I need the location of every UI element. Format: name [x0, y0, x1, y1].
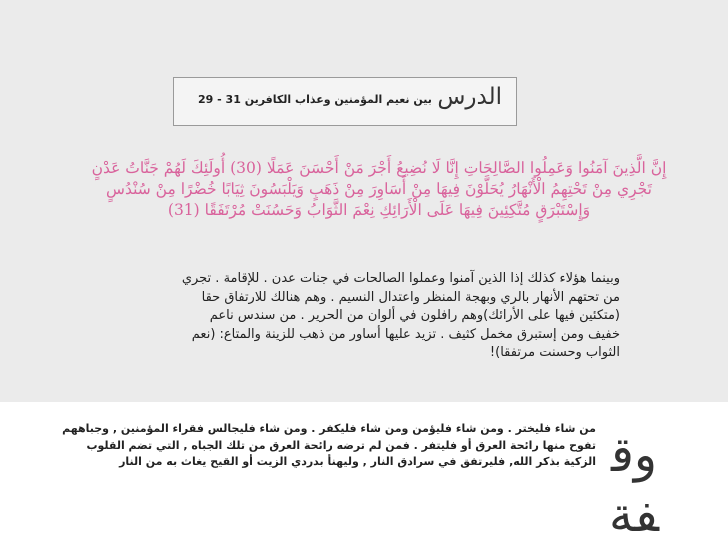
lesson-title: الدرس — [437, 84, 502, 110]
tafsir-line: وبينما هؤلاء كذلك إذا الذين آمنوا وعملوا الصالحات في جنات عدن . للإقامة . تجري — [181, 271, 620, 286]
verse-line: وَإِسْتَبْرَقٍ مُتَّكِئِينَ فِيهَا عَلَى الْأَرَائِكِ نِعْمَ الثَّوَابُ وَحَسُنَتْ مُرْتَفَقًا (31) — [167, 201, 591, 219]
tafsir-line: من تحتهم الأنهار بالري وبهجة المنظر واعتدال النسيم . وهم هنالك للارتفاق حقا — [201, 289, 620, 305]
reflection-line: من شاء فليختر . ومن شاء فليؤمن ومن شاء فليكفر . ومن شاء فليجالس فقراء المؤمنين , وجباههم — [62, 422, 596, 435]
verse-line: تَجْرِي مِنْ تَحْتِهِمُ الْأَنْهَارُ يُحَلَّوْنَ فِيهَا مِنْ أَسَاوِرَ مِنْ ذَهَبٍ وَيَلْبَسُونَ ثِيَابًا خُضْرًا مِنْ سُنْدُسٍ — [106, 180, 652, 198]
lesson-subtitle: بين نعيم المؤمنين وعذاب الكافرين 31 - 29 — [198, 93, 432, 106]
pause-heading: وقفة — [608, 427, 659, 543]
verse-line: إِنَّ الَّذِينَ آمَنُوا وَعَمِلُوا الصَّالِحَاتِ إِنَّا لَا نُضِيعُ أَجْرَ مَنْ أَحْسَنَ عَمَلًا (30) أُولَئِكَ لَهُمْ جَنَّاتُ عَدْنٍ — [91, 159, 667, 177]
tafsir-line: خفيف ومن إستبرق مخمل كثيف . تزيد عليها أساور من ذهب للزينة والمتاع: (نعم — [191, 326, 620, 342]
quran-verse — [40, 158, 718, 221]
reflection-line: تفوح منها رائحة العرق أو فليتفر . فمن لم ترضه رائحة العرق من تلك الجباه , التي تضم القلوب — [86, 438, 596, 452]
reflection-line: الزكية بذكر الله, فليرتفق في سرادق النار , وليهنأ بدردي الزيت أو القيح يغاث به من النار — [119, 455, 596, 468]
tafsir-line: الثواب وحسنت مرتفقا)! — [489, 345, 620, 360]
tafsir-line: (متكئين فيها على الأرائك)وهم رافلون في ألوان من الحرير . من سندس ناعم — [209, 308, 620, 323]
tafsir-paragraph — [120, 270, 620, 363]
lesson-title-box — [173, 77, 517, 126]
reflection-paragraph — [14, 421, 596, 471]
